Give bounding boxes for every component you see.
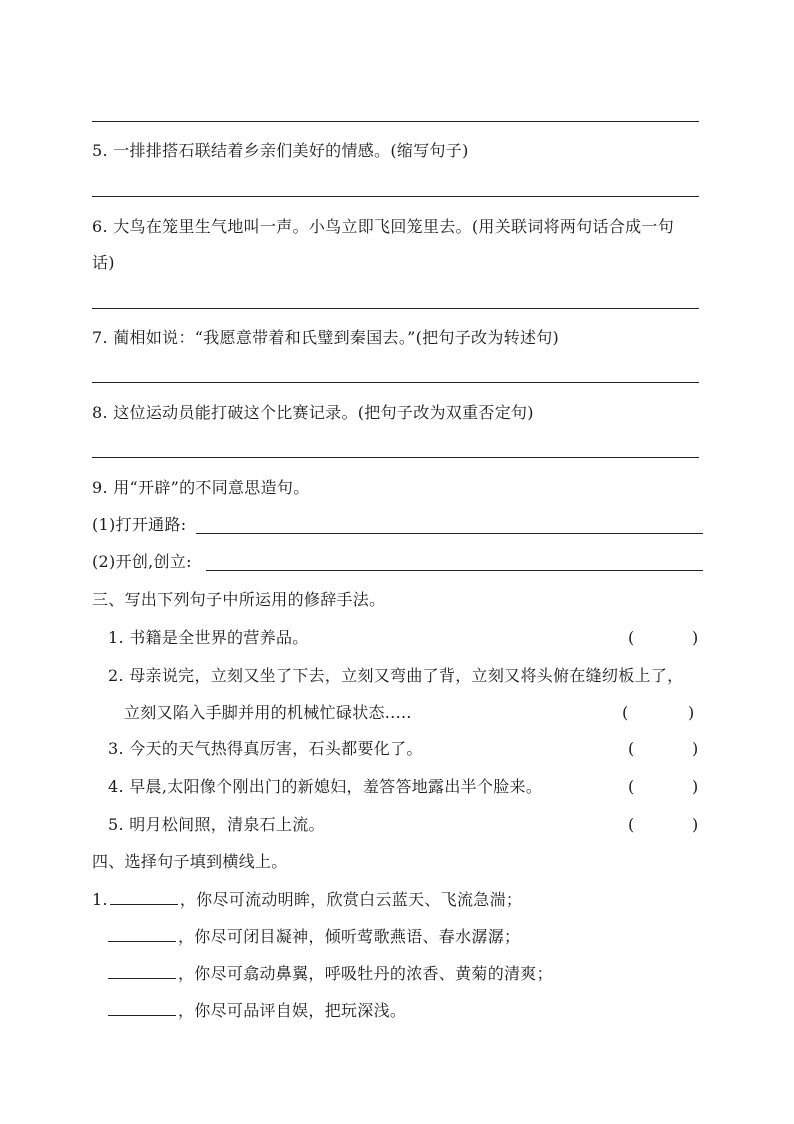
rhetoric-item-4: 4. 早晨,太阳像个刚出门的新媳妇，羞答答地露出半个脸来。 bbox=[108, 777, 543, 796]
fill-text-4: ，你尽可品评自娱，把玩深浅。 bbox=[178, 1001, 407, 1020]
question-6-line-1: 6. 大鸟在笼里生气地叫一声。小鸟立即飞回笼里去。(用关联词将两句话合成一句 bbox=[92, 217, 674, 236]
answer-paren-open-3: ( bbox=[628, 739, 635, 758]
question-9: 9. 用“开辟”的不同意思造句。 bbox=[92, 478, 310, 497]
answer-paren-close-3: ) bbox=[692, 739, 699, 758]
rhetoric-item-3: 3. 今天的天气热得真厉害，石头都要化了。 bbox=[108, 739, 423, 758]
answer-paren-open-2: ( bbox=[622, 703, 629, 722]
question-9-2-label: (2)开创,创立: bbox=[92, 552, 192, 571]
fill-blank-2[interactable] bbox=[108, 927, 176, 942]
answer-line-5[interactable] bbox=[92, 196, 699, 197]
answer-paren-close-1: ) bbox=[692, 628, 699, 647]
fill-blank-4[interactable] bbox=[108, 1001, 176, 1016]
answer-line-7[interactable] bbox=[92, 382, 699, 383]
answer-line-6[interactable] bbox=[92, 308, 699, 309]
answer-paren-close-5: ) bbox=[692, 815, 699, 834]
rhetoric-item-1: 1. 书籍是全世界的营养品。 bbox=[108, 628, 309, 647]
fill-text-2: ，你尽可闭目凝神，倾听莺歌燕语、春水潺潺； bbox=[178, 927, 521, 946]
answer-paren-open-4: ( bbox=[628, 777, 635, 796]
question-6-line-2: 话) bbox=[92, 253, 115, 272]
section-4-heading: 四、选择句子填到横线上。 bbox=[92, 852, 288, 871]
fill-blank-1[interactable] bbox=[110, 890, 178, 905]
fill-line-1 bbox=[92, 890, 522, 910]
rhetoric-item-2-line-1: 2. 母亲说完，立刻又坐了下去，立刻又弯曲了背，立刻又将头俯在缝纫板上了， bbox=[108, 666, 684, 685]
question-9-1-label: (1)打开通路: bbox=[92, 515, 187, 534]
fill-line-4 bbox=[108, 1001, 406, 1021]
answer-paren-open-5: ( bbox=[628, 815, 635, 834]
answer-line-9-1[interactable] bbox=[196, 533, 703, 534]
answer-line-4[interactable] bbox=[92, 121, 699, 122]
section-3-heading: 三、写出下列句子中所运用的修辞手法。 bbox=[92, 590, 386, 609]
question-8: 8. 这位运动员能打破这个比赛记录。(把句子改为双重否定句) bbox=[92, 403, 534, 422]
question-7: 7. 蔺相如说：“我愿意带着和氏璧到秦国去。”(把句子改为转述句) bbox=[92, 328, 560, 347]
answer-paren-close-2: ) bbox=[688, 703, 695, 722]
rhetoric-item-2-line-2: 立刻又陷入手脚并用的机械忙碌状态..... bbox=[124, 703, 412, 722]
answer-line-9-2[interactable] bbox=[206, 570, 703, 571]
answer-line-8[interactable] bbox=[92, 457, 699, 458]
fill-blank-3[interactable] bbox=[108, 964, 176, 979]
rhetoric-item-5: 5. 明月松间照，清泉石上流。 bbox=[108, 815, 325, 834]
fill-text-3: ，你尽可翕动鼻翼，呼吸牡丹的浓香、黄菊的清爽； bbox=[178, 964, 553, 983]
fill-text-1: ，你尽可流动明眸，欣赏白云蓝天、飞流急湍； bbox=[179, 890, 523, 909]
fill-line-3 bbox=[108, 964, 553, 984]
answer-paren-close-4: ) bbox=[692, 777, 699, 796]
fill-number: 1. bbox=[92, 890, 108, 909]
answer-paren-open-1: ( bbox=[628, 628, 635, 647]
fill-line-2 bbox=[108, 927, 520, 947]
question-5: 5. 一排排搭石联结着乡亲们美好的情感。(缩写句子) bbox=[92, 141, 469, 160]
